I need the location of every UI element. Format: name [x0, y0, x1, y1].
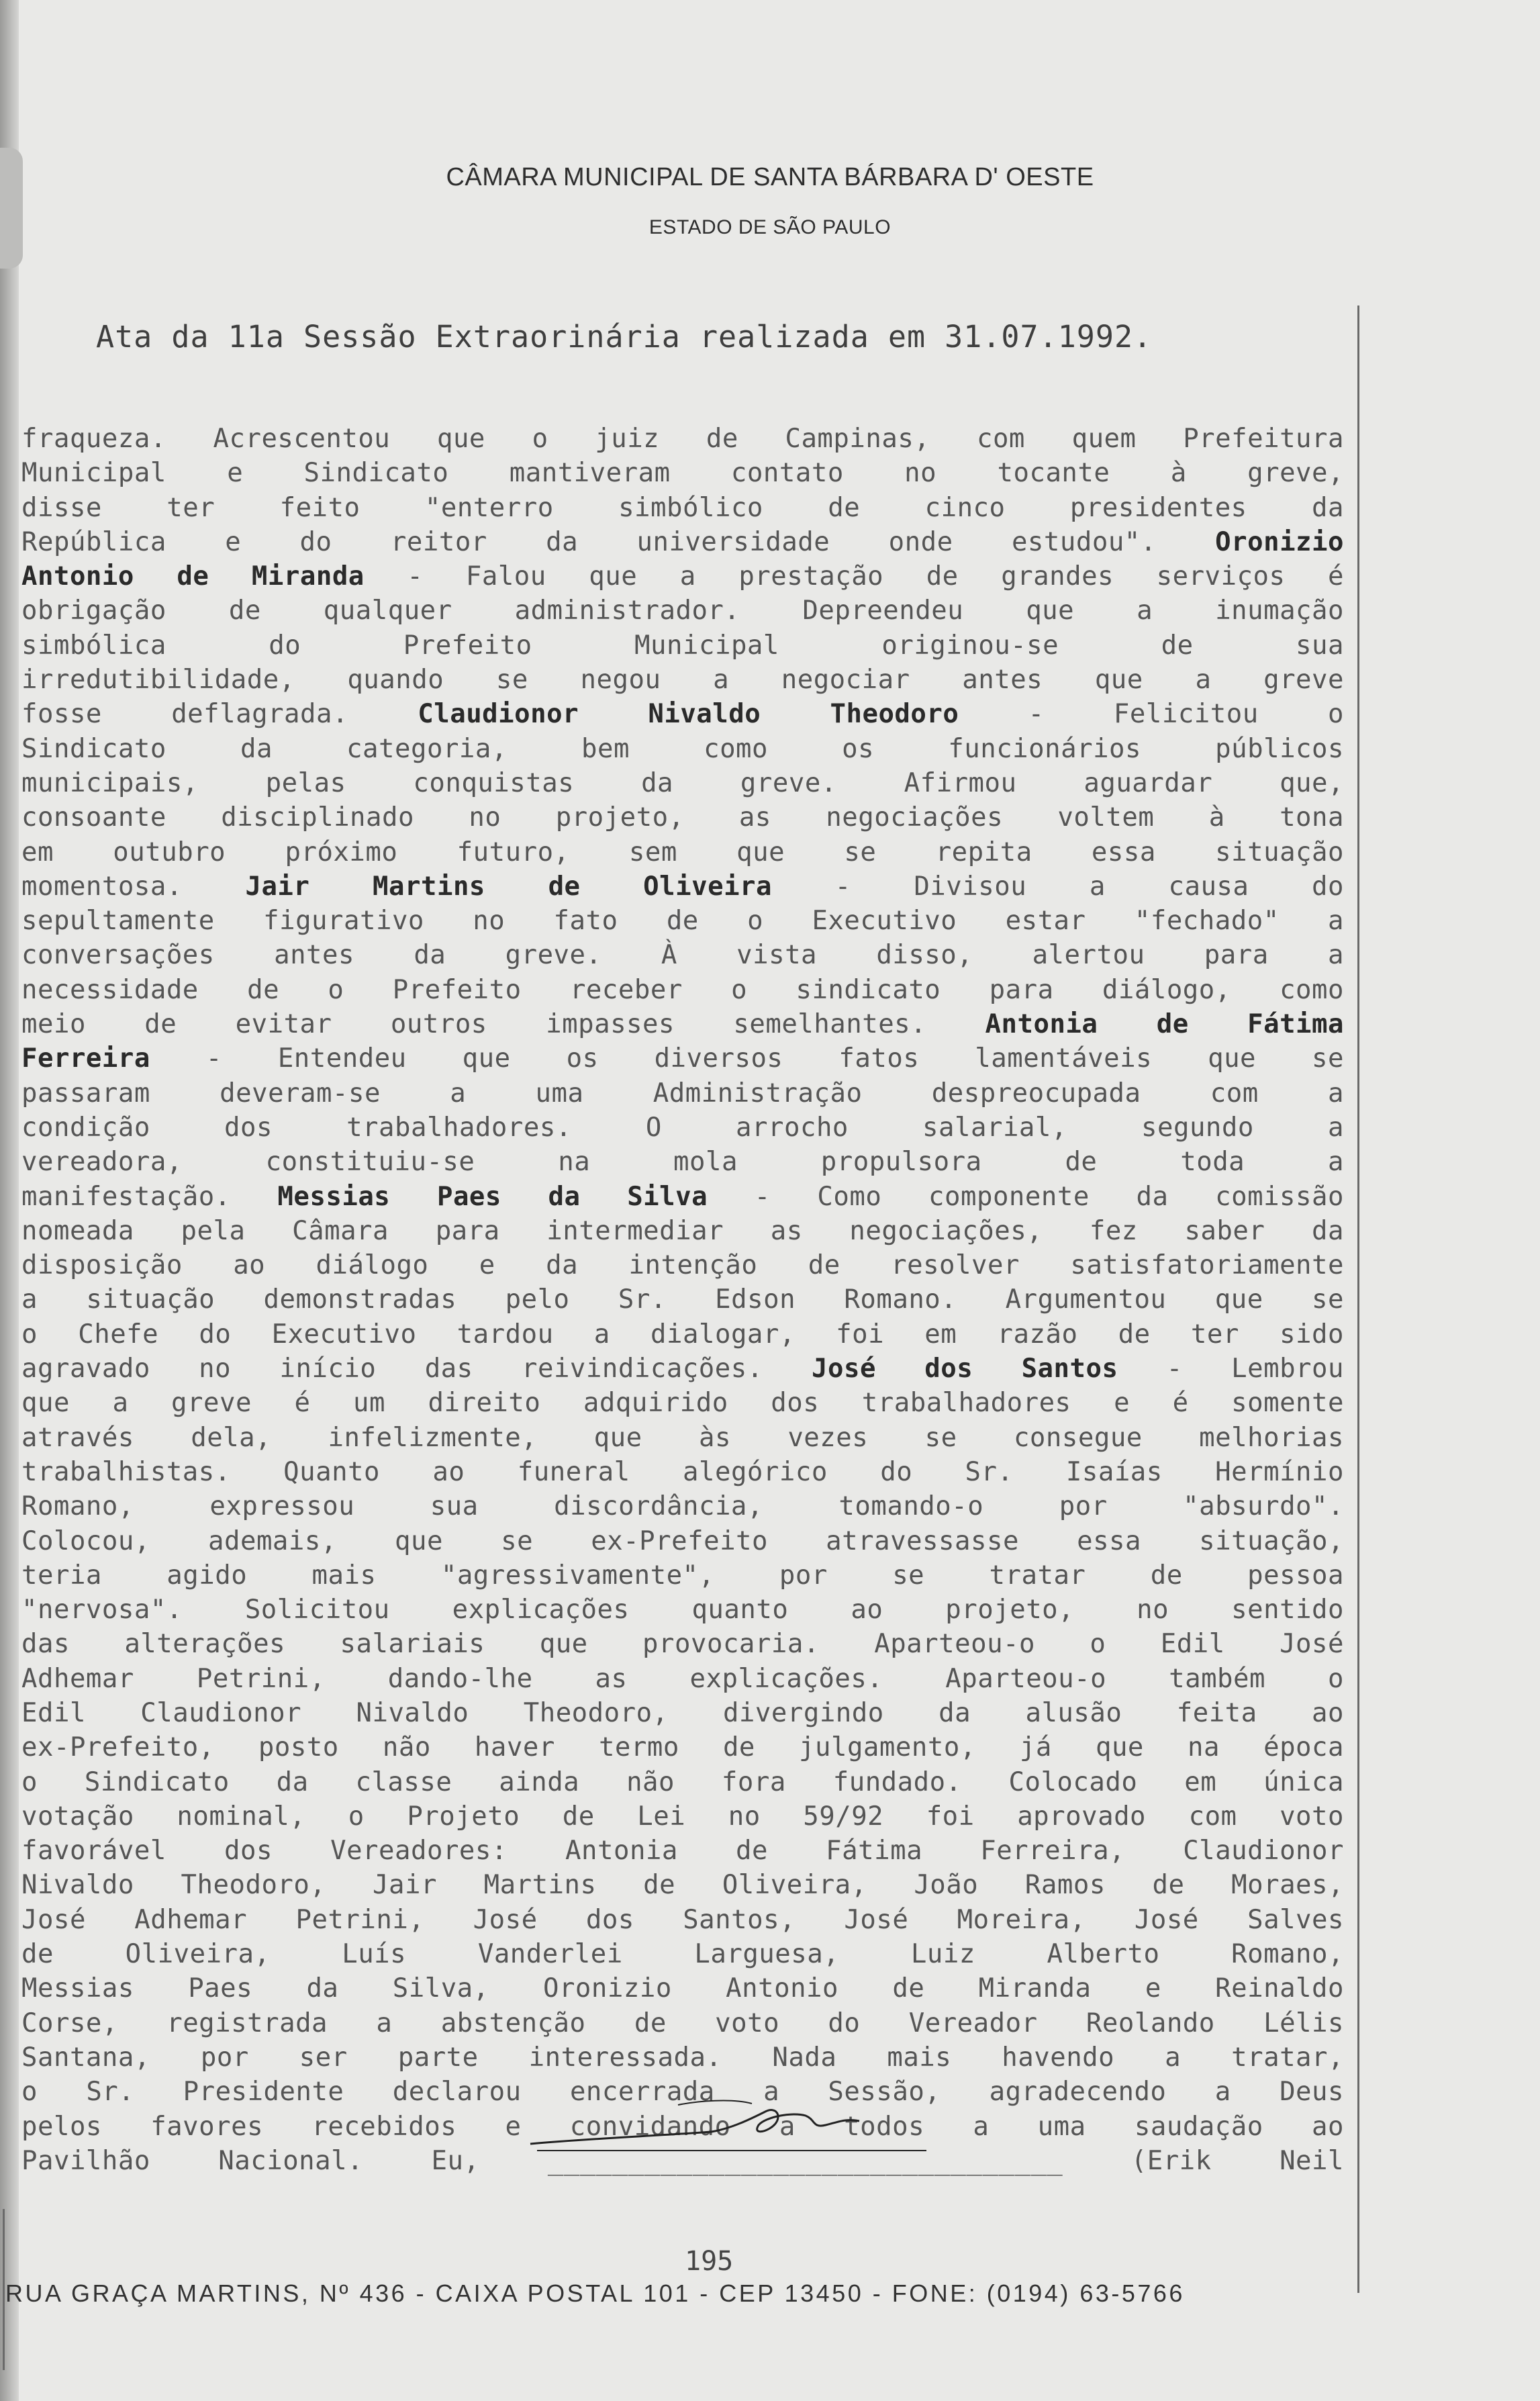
text-segment: manifestação.	[21, 1181, 278, 1212]
speaker-name: José dos Santos	[812, 1354, 1118, 1384]
text-segment: Pavilhão Nacional. Eu, ________________________________ (Erik Neil	[21, 2145, 1344, 2176]
text-line	[21, 697, 1344, 731]
text-segment: municipais, pelas conquistas da greve. Afirmou aguardar que,	[21, 767, 1344, 798]
speaker-name: Antonio de Miranda	[21, 561, 365, 592]
text-segment: trabalhistas. Quanto ao funeral alegórico do Sr. Isaías Hermínio	[21, 1456, 1344, 1487]
header-subtitle: ESTADO DE SÃO PAULO	[648, 216, 892, 238]
text-line	[21, 1730, 1344, 1764]
text-segment: Nivaldo Theodoro, Jair Martins de Oliveira, João Ramos de Moraes,	[21, 1870, 1344, 1901]
text-line	[21, 1317, 1344, 1352]
text-segment: passaram deveram-se a uma Administração despreocupada com a	[21, 1078, 1344, 1109]
text-segment: através dela, infelizmente, que às vezes se consegue melhorias	[21, 1422, 1344, 1453]
text-line	[21, 800, 1344, 835]
text-segment: Colocou, ademais, que se ex-Prefeito atravessasse essa situação,	[21, 1525, 1344, 1556]
text-segment: o Sr. Presidente declarou encerrada a Sessão, agradecendo a Deus	[21, 2077, 1344, 2108]
text-segment: - Entendeu que os diversos fatos lamentáveis que se	[150, 1043, 1344, 1074]
text-segment: teria agido mais "agressivamente", por se tratar de pessoa	[21, 1560, 1344, 1591]
speaker-name: Antonia de Fátima	[985, 1009, 1344, 1040]
text-segment: - Felicitou o	[959, 699, 1344, 730]
text-segment: disposição ao diálogo e da intenção de resolver satisfatoriamente	[21, 1250, 1344, 1281]
text-line	[21, 1593, 1344, 1627]
speaker-name: Claudionor Nivaldo Theodoro	[418, 699, 959, 730]
text-line	[21, 2006, 1344, 2040]
text-line	[21, 559, 1344, 594]
document-body	[21, 422, 1344, 2178]
text-segment: agravado no início das reivindicações.	[21, 1354, 812, 1384]
text-line	[21, 1282, 1344, 1317]
text-segment: - Lembrou	[1118, 1354, 1344, 1384]
text-segment: sepultamente figurativo no fato de o Executivo estar "fechado" a	[21, 906, 1344, 937]
text-segment: obrigação de qualquer administrador. Depreendeu que a inumação	[21, 596, 1344, 626]
text-line	[21, 1076, 1344, 1111]
text-segment: disse ter feito "enterro simbólico de cinco presidentes da	[21, 492, 1344, 523]
signature-icon	[510, 2091, 940, 2152]
text-line	[21, 1834, 1344, 1868]
text-segment: das alterações salariais que provocaria. Aparteou-o o Edil José	[21, 1629, 1344, 1660]
text-segment: Messias Paes da Silva, Oronizio Antonio de Miranda e Reinaldo	[21, 1973, 1344, 2004]
text-line	[21, 1627, 1344, 1661]
text-segment: votação nominal, o Projeto de Lei no 59/92 foi aprovado com voto	[21, 1801, 1344, 1832]
text-line	[21, 1041, 1344, 1076]
text-line	[21, 904, 1344, 938]
text-line	[21, 2040, 1344, 2075]
text-line	[21, 1180, 1344, 1214]
text-segment: consoante disciplinado no projeto, as negociações voltem à tona	[21, 802, 1344, 833]
text-segment: pelos favores recebidos e convidando a todos a uma saudação ao	[21, 2111, 1344, 2142]
text-segment: Sindicato da categoria, bem como os funcionários públicos	[21, 733, 1344, 764]
text-segment: Municipal e Sindicato mantiveram contato no tocante à greve,	[21, 458, 1344, 489]
text-segment: fosse deflagrada.	[21, 699, 418, 730]
text-segment: momentosa.	[21, 871, 246, 902]
text-line	[21, 1352, 1344, 1386]
text-line	[21, 1937, 1344, 1971]
text-line	[21, 1903, 1344, 1937]
header-title: CÂMARA MUNICIPAL DE SANTA BÁRBARA D' OESTE	[446, 163, 1094, 191]
text-segment: ex-Prefeito, posto não haver termo de julgamento, já que na época	[21, 1732, 1344, 1763]
text-line	[21, 1489, 1344, 1523]
text-line	[21, 1007, 1344, 1041]
text-segment: - Divisou a causa do	[772, 871, 1344, 902]
text-segment: favorável dos Vereadores: Antonia de Fátima Ferreira, Claudionor	[21, 1836, 1344, 1867]
text-segment: de Oliveira, Luís Vanderlei Larguesa, Luiz Alberto Romano,	[21, 1939, 1344, 1970]
text-segment: vereadora, constituiu-se na mola propulsora de toda a	[21, 1147, 1344, 1178]
text-line	[21, 422, 1344, 456]
text-line	[21, 732, 1344, 766]
text-segment: "nervosa". Solicitou explicações quanto ao projeto, no sentido	[21, 1595, 1344, 1626]
text-segment: Romano, expressou sua discordância, tomando-o por "absurdo".	[21, 1491, 1344, 1522]
text-segment: a situação demonstradas pelo Sr. Edson Romano. Argumentou que se	[21, 1284, 1344, 1315]
text-segment: República e do reitor da universidade onde estudou".	[21, 526, 1216, 557]
text-segment: nomeada pela Câmara para intermediar as negociações, fez saber da	[21, 1215, 1344, 1246]
text-segment: fraqueza. Acrescentou que o juiz de Campinas, com quem Prefeitura	[21, 424, 1344, 454]
text-line	[21, 456, 1344, 490]
text-line	[21, 663, 1344, 697]
text-segment: conversações antes da greve. À vista disso, alertou para a	[21, 940, 1344, 971]
text-segment: Edil Claudionor Nivaldo Theodoro, divergindo da alusão feita ao	[21, 1697, 1344, 1728]
text-line	[21, 491, 1344, 525]
text-line	[21, 1421, 1344, 1455]
text-line	[21, 1248, 1344, 1282]
text-segment: Corse, registrada a abstenção de voto do Vereador Reolando Lélis	[21, 2008, 1344, 2038]
text-line	[21, 766, 1344, 800]
text-line	[21, 1524, 1344, 1558]
text-segment: José Adhemar Petrini, José dos Santos, José Moreira, José Salves	[21, 1904, 1344, 1935]
text-segment: o Sindicato da classe ainda não fora fundado. Colocado em única	[21, 1767, 1344, 1797]
text-line	[21, 628, 1344, 663]
text-segment: meio de evitar outros impasses semelhantes.	[21, 1009, 985, 1040]
footer-address: RUA GRAÇA MARTINS, Nº 436 - CAIXA POSTAL 101 - CEP 13450 - FONE: (0194) 63-5766	[5, 2279, 1185, 2307]
text-segment: o Chefe do Executivo tardou a dialogar, foi em razão de ter sido	[21, 1319, 1344, 1350]
text-line	[21, 869, 1344, 904]
text-segment: - Como componente da comissão	[708, 1181, 1344, 1212]
text-segment: necessidade de o Prefeito receber o sindicato para diálogo, como	[21, 974, 1344, 1005]
speaker-name: Oronizio	[1215, 526, 1344, 557]
text-segment: Santana, por ser parte interessada. Nada mais havendo a tratar,	[21, 2042, 1344, 2073]
text-segment: em outubro próximo futuro, sem que se repita essa situação	[21, 837, 1344, 867]
text-line	[21, 1455, 1344, 1489]
text-line	[21, 938, 1344, 972]
text-line	[21, 1558, 1344, 1593]
speaker-name: Ferreira	[21, 1043, 150, 1074]
text-segment: Adhemar Petrini, dando-lhe as explicações. Aparteou-o também o	[21, 1663, 1344, 1694]
text-line	[21, 1765, 1344, 1799]
text-line	[21, 1214, 1344, 1248]
text-line	[21, 1111, 1344, 1145]
speaker-name: Jair Martins de Oliveira	[245, 871, 773, 902]
text-line	[21, 1868, 1344, 1902]
text-line	[21, 835, 1344, 869]
text-line	[21, 1662, 1344, 1696]
text-segment: que a greve é um direito adquirido dos trabalhadores e é somente	[21, 1388, 1344, 1419]
text-line	[21, 1386, 1344, 1420]
text-segment: simbólica do Prefeito Municipal originou-se de sua	[21, 630, 1344, 661]
right-margin-rule	[1357, 305, 1359, 2293]
page-edge-shadow	[0, 0, 19, 2401]
text-line	[21, 525, 1344, 559]
text-line	[21, 1696, 1344, 1730]
text-line	[21, 1145, 1344, 1179]
text-line	[21, 973, 1344, 1007]
text-line	[21, 1799, 1344, 1834]
text-segment: condição dos trabalhadores. O arrocho salarial, segundo a	[21, 1112, 1344, 1143]
text-line	[21, 594, 1344, 628]
text-line	[21, 1971, 1344, 2006]
page-number: 195	[685, 2246, 734, 2277]
speaker-name: Messias Paes da Silva	[277, 1181, 708, 1212]
text-segment: - Falou que a prestação de grandes serviços é	[364, 561, 1344, 592]
document-title: Ata da 11a Sessão Extraorinária realizada em 31.07.1992.	[96, 319, 1153, 355]
left-margin-rule	[3, 2209, 5, 2370]
text-segment: irredutibilidade, quando se negou a negociar antes que a greve	[21, 665, 1344, 696]
